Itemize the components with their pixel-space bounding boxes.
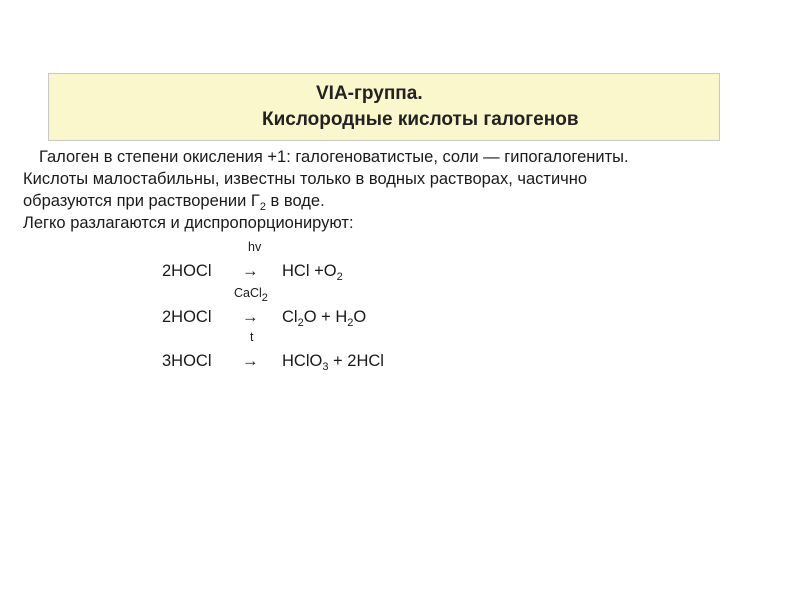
reaction-3-product-sub: 3 [322, 361, 329, 373]
paragraph-oxidation-state: Галоген в степени окисления +1: галогеноватистые, соли — гипогалогениты. [39, 148, 629, 166]
reaction-1-reactant: 2HOCl [162, 262, 212, 280]
reaction-2-product-c: O [353, 308, 367, 326]
reaction-2-product-a: Cl [282, 308, 298, 326]
reaction-3-reactant: 3HOCl [162, 352, 212, 370]
paragraph-decomposition: Легко разлагаются и диспропорционируют: [23, 214, 354, 232]
reaction-2-condition-sub: 2 [261, 292, 268, 304]
paragraph-stability: Кислоты малостабильны, известны только в водных растворах, частично [23, 170, 588, 188]
reaction-2-product-a-sub: 2 [297, 317, 304, 329]
reaction-1-product-sub: 2 [336, 271, 343, 283]
reaction-3-condition [250, 330, 253, 344]
reaction-3-equation [162, 352, 384, 371]
reaction-2-reactant: 2HOCl [162, 308, 212, 326]
reaction-1-equation [162, 262, 343, 281]
reaction-2-condition-text: CaCl [234, 286, 262, 300]
paragraph-formation [23, 190, 629, 212]
reaction-1-product: HCl +O [282, 262, 337, 280]
slide-title-group: VIA-группа. [316, 83, 423, 104]
reaction-2-arrow: → [242, 308, 259, 326]
formation-subscript: 2 [259, 201, 266, 213]
reaction-1-arrow: → [242, 262, 259, 280]
formation-text: образуются при растворении Г [23, 192, 260, 210]
reaction-2-condition [234, 286, 268, 304]
reaction-2-equation [162, 308, 366, 327]
reaction-3-arrow: → [242, 352, 259, 370]
reaction-1-condition [248, 240, 261, 254]
formation-text-end: в воде. [265, 192, 325, 210]
slide-title-topic: Кислородные кислоты галогенов [262, 109, 579, 130]
reaction-3-product-end: + 2HCl [328, 352, 384, 370]
reaction-2-product-b-sub: 2 [347, 317, 354, 329]
reaction-3-condition-text: t [250, 330, 254, 344]
reaction-3-product: HClO [282, 352, 323, 370]
reaction-1-condition-text: hv [248, 240, 262, 254]
title-box [48, 73, 720, 141]
reaction-2-product-b: O + H [303, 308, 348, 326]
body-text [23, 146, 629, 234]
